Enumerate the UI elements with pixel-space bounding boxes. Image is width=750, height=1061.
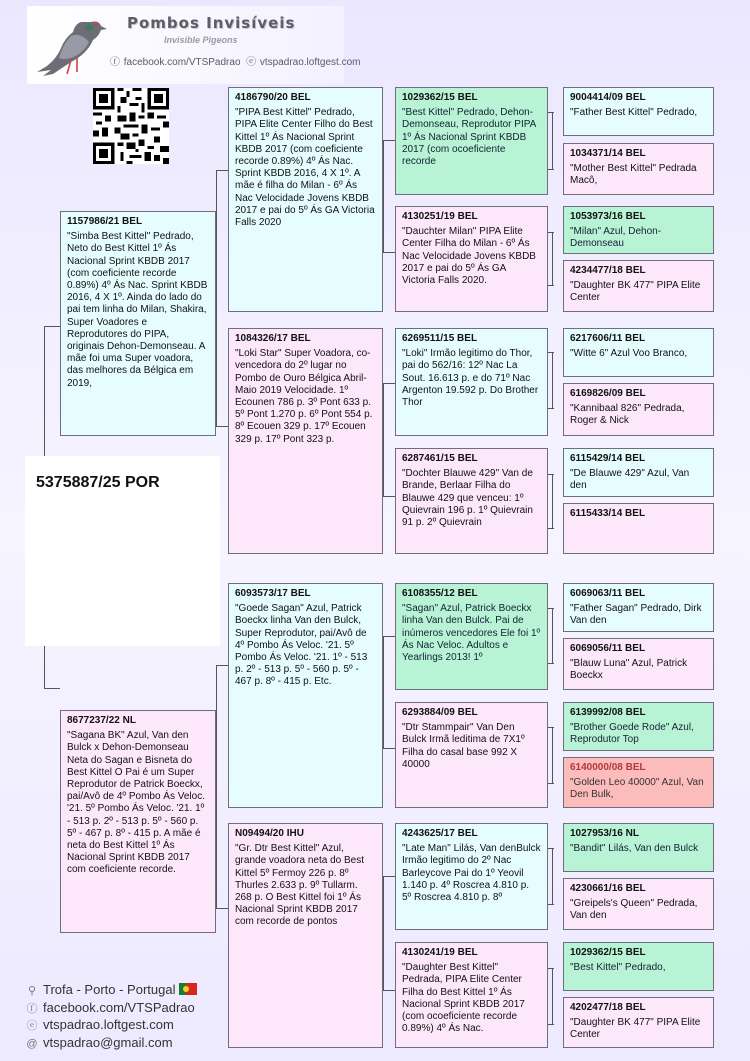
g2-desc-4: "Gr. Dtr Best Kittel" Azul, grande voadora neta do Best Kittel 5º Fermoy 226 p. 8º Thurles 2.633 p. 9º Tullarm. 268 p. O Best Kittel foi 1º Ás Nacional Sprint KBDB 2017 com recorde de pontos — [235, 843, 364, 928]
facebook-icon: ⓕ — [110, 57, 120, 68]
g3-ring-6: 6293884/09 BEL — [402, 707, 478, 718]
g4-box-3[interactable] — [563, 206, 714, 254]
dam-box[interactable] — [60, 710, 216, 933]
g4-ring-4: 4234477/18 BEL — [570, 265, 646, 276]
g4-box-10[interactable] — [563, 638, 714, 690]
g2-desc-3: "Goede Sagan" Azul, Patrick Boeckx linha Van den Bulck, Super Reprodutor, pai/Avô de 4º Pombo Ás Veloc. '21. 5º Pombo Ás Veloc. '21. 1º - 513 p. 2º - 513 p. 5º - 560 p. 5º - 467 p. 8º - 415 p. Etc. — [235, 603, 368, 688]
g4-box-12[interactable] — [563, 757, 714, 808]
g4-ring-12: 6140000/08 BEL — [570, 762, 646, 773]
g4-desc-10: "Blauw Luna" Azul, Patrick Boeckx — [570, 658, 688, 682]
email-at-icon: @ — [26, 1037, 38, 1050]
g4-box-16[interactable] — [563, 997, 714, 1048]
g4-box-2[interactable] — [563, 143, 714, 195]
g4-ring-2: 1034371/14 BEL — [570, 148, 646, 159]
g2-desc-1: "PIPA Best Kittel" Pedrado, PIPA Elite Center Filho do Best Kittel 1º Ás Nacional Sprint KBDB 2017 (com coeficiente recorde 0.89%) 4º Ás Nac. Sprint KBDB 2016, 4 X 1º. A mãe é filha do Milan - 6º Ás Nac Velocidade Jovens KBDB 2017 e pai do 5º Ás GA Victoria Falls 2020 — [235, 107, 375, 229]
g4-box-9[interactable] — [563, 583, 714, 632]
g4-box-14[interactable] — [563, 878, 714, 930]
g3-desc-8: "Daughter Best Kittel" Pedrada, PIPA Elite Center Filha do Best Kittel 1º Ás Nacional Sprint KBDB 2017 (com ocoeficiente recorde 0.89%) 4º Ás Nac. — [402, 962, 525, 1035]
g3-box-5[interactable] — [395, 583, 548, 690]
g4-desc-14: "Greipels's Queen" Pedrada, Van den — [570, 898, 698, 922]
g3-ring-5: 6108355/12 BEL — [402, 588, 478, 599]
g4-desc-9: "Father Sagan" Pedrado, Dirk Van den — [570, 603, 702, 627]
footer-email-link[interactable]: vtspadrao@gmail.com — [43, 1034, 173, 1050]
g3-box-1[interactable] — [395, 87, 548, 195]
portugal-flag-icon — [179, 983, 197, 995]
dam-ring: 8677237/22 NL — [67, 715, 136, 726]
g4-desc-2: "Mother Best Kittel" Pedrada Macô, — [570, 163, 697, 187]
g3-ring-3: 6269511/15 BEL — [402, 333, 478, 344]
g4-ring-16: 4202477/18 BEL — [570, 1002, 646, 1013]
g4-desc-15: "Best Kittel" Pedrado, — [570, 962, 666, 974]
sire-box[interactable] — [60, 211, 216, 436]
location-pin-icon: ⚲ — [27, 985, 37, 997]
g3-desc-3: "Loki" Irmão legitimo do Thor, pai do 562/16: 12º Nac La Sout. 16.613 p. e do 71º Nac Argenton 19.592 p. Do Brother Thor — [402, 348, 539, 409]
g4-ring-10: 6069056/11 BEL — [570, 643, 646, 654]
dam-desc: "Sagana BK" Azul, Van den Bulck x Dehon-Demonseau Neta do Sagan e Bisneta do Best Kittel O Pai é um Super Reprodutor de Patrick Boeckx, pai/Avô de 4º Pombo Ás Veloc. '21. 5º Pombo Ás Veloc. '21. 1º - 513 p. 2º - 513 p. 5º - 560 p. 5º - 467 p. 8º - 415 p. A mãe é neta do Best Kittel 1º Ás Nacional Sprint KBDB 2017 com coeficiente recorde. — [67, 730, 205, 876]
footer-site-link[interactable]: vtspadrao.loftgest.com — [43, 1017, 174, 1032]
g4-ring-11: 6139992/08 BEL — [570, 707, 646, 718]
g4-ring-8: 6115433/14 BEL — [570, 508, 646, 519]
brand-links — [110, 53, 360, 68]
g3-box-4[interactable] — [395, 448, 548, 554]
g2-ring-3: 6093573/17 BEL — [235, 588, 311, 599]
g4-box-4[interactable] — [563, 260, 714, 312]
g3-desc-7: "Late Man" Lilás, Van denBulck Irmão legitimo do 2º Nac Barleycove Pai do 1º Yeovil 1.140 p. 4º Roscrea 4.810 p. 5º Roscrea 4.810 p. 8º — [402, 843, 541, 904]
g2-ring-2: 1084326/17 BEL — [235, 333, 311, 344]
g3-box-3[interactable] — [395, 328, 548, 436]
g3-desc-6: "Dtr Stammpair" Van Den Bulck Irmã leditima de 7X1º Filha do casal base 992 X 40000 — [402, 722, 525, 770]
g4-ring-13: 1027953/16 NL — [570, 828, 639, 839]
brand-site-link[interactable]: vtspadrao.loftgest.com — [259, 57, 361, 68]
footer-facebook-link[interactable]: facebook.com/VTSPadrao — [43, 999, 195, 1015]
facebook-icon: ⓕ — [26, 1002, 38, 1015]
g2-box-2[interactable] — [228, 328, 383, 554]
g2-ring-1: 4186790/20 BEL — [235, 92, 311, 103]
brand-subtitle: Invisible Pigeons — [164, 35, 238, 45]
footer-location: Trofa - Porto - Portugal — [43, 982, 176, 997]
g4-desc-12: "Golden Leo 40000" Azul, Van Den Bulk, — [570, 777, 704, 801]
g2-ring-4: N09494/20 IHU — [235, 828, 304, 839]
g3-desc-2: "Dauchter Milan" PIPA Elite Center Filha do Milan - 6º Ás Nac Velocidade Jovens KBDB 2017 e pai do 5º Ás GA Victoria Falls 2020. — [402, 226, 536, 287]
g4-box-7[interactable] — [563, 448, 714, 497]
g4-box-15[interactable] — [563, 942, 714, 991]
g3-box-7[interactable] — [395, 823, 548, 930]
g4-ring-7: 6115429/14 BEL — [570, 453, 646, 464]
g2-desc-2: "Loki Star" Super Voadora, co-vencedora do 2º lugar no Pombo de Ouro Bélgica Abril-Maio 2019 Velocidade. 1º Ecounen 786 p. 3º Pont 633 p. 5º Pont 1.270 p. 6º Pont 554 p. 8º Ecouen 329 p. 17º Ecouen 329 p. 17º Pont 323 p. — [235, 348, 373, 445]
g4-box-13[interactable] — [563, 823, 714, 872]
g4-desc-4: "Daughter BK 477" PIPA Elite Center — [570, 280, 701, 304]
g3-ring-2: 4130251/19 BEL — [402, 211, 478, 222]
g3-desc-4: "Dochter Blauwe 429" Van de Brande, Berlaar Filha do Blauwe 429 que venceu: 1º Quievrain 196 p. 1º Quievrain 91 p. 2º Quievrain — [402, 468, 533, 529]
g4-desc-16: "Daughter BK 477" PIPA Elite Center — [570, 1017, 701, 1041]
g4-desc-3: "Milan" Azul, Dehon-Demonseau — [570, 226, 662, 250]
g3-box-2[interactable] — [395, 206, 548, 312]
contact-footer — [25, 982, 197, 1052]
pigeon-logo-icon — [31, 10, 109, 82]
sire-desc: "Simba Best Kittel" Pedrado, Neto do Best Kittel 1º Ás Nacional Sprint KBDB 2017 (com coeficiente recorde 0.89%) 4º Ás Nac. Sprint KBDB 2016, 4 X 1º. Ainda do lado do pai tem linha do Milan, Shakira, Super Voadores e Reprodutores do PIPA, originais Dehon-Demonseau. A mãe foi uma Super voadora, das melhores da Bélgica em 2019, — [67, 231, 208, 389]
g4-box-5[interactable] — [563, 328, 714, 377]
g4-desc-11: "Brother Goede Rode" Azul, Reprodutor Top — [570, 722, 694, 746]
g4-ring-9: 6069063/11 BEL — [570, 588, 646, 599]
g4-desc-13: "Bandit" Lilás, Van den Bulck — [570, 843, 699, 855]
g4-box-11[interactable] — [563, 702, 714, 751]
g4-desc-6: "Kannibaal 826" Pedrada, Roger & Nick — [570, 403, 685, 427]
g2-box-3[interactable] — [228, 583, 383, 808]
g4-ring-5: 6217606/11 BEL — [570, 333, 646, 344]
g4-ring-14: 4230661/16 BEL — [570, 883, 646, 894]
g4-ring-15: 1029362/15 BEL — [570, 947, 646, 958]
g4-ring-3: 1053973/16 BEL — [570, 211, 646, 222]
brand-title: Pombos Invisíveis — [127, 14, 296, 32]
g3-ring-7: 4243625/17 BEL — [402, 828, 478, 839]
g4-desc-7: "De Blauwe 429" Azul, Van den — [570, 468, 690, 492]
g4-box-1[interactable] — [563, 87, 714, 136]
website-icon: ⓔ — [26, 1020, 38, 1032]
g3-ring-4: 6287461/15 BEL — [402, 453, 478, 464]
g3-ring-8: 4130241/19 BEL — [402, 947, 478, 958]
g4-desc-1: "Father Best Kittel" Pedrado, — [570, 107, 698, 119]
g4-box-8[interactable] — [563, 503, 714, 554]
subject-ring: 5375887/25 POR — [36, 474, 160, 491]
g4-box-6[interactable] — [563, 383, 714, 436]
brand-facebook-link[interactable]: facebook.com/VTSPadrao — [123, 57, 241, 68]
g3-ring-1: 1029362/15 BEL — [402, 92, 478, 103]
g4-desc-5: "Witte 6" Azul Voo Branco, — [570, 348, 688, 360]
g3-desc-1: "Best Kittel" Pedrado, Dehon-Demonseau, Reprodutor PIPA 1º Ás Nacional Sprint KBDB 2017 (com ocoeficiente recorde — [402, 107, 536, 168]
site-e-icon: ⓔ — [246, 57, 257, 68]
g4-ring-1: 9004414/09 BEL — [570, 92, 646, 103]
g3-box-8[interactable] — [395, 942, 548, 1048]
sire-ring: 1157986/21 BEL — [67, 216, 143, 227]
g2-box-1[interactable] — [228, 87, 383, 312]
g4-ring-6: 6169826/09 BEL — [570, 388, 646, 399]
brand-banner — [27, 6, 361, 84]
g2-box-4[interactable] — [228, 823, 383, 1048]
g3-desc-5: "Sagan" Azul, Patrick Boeckx linha Van den Bulck. Pai de inúmeros vencedores Ele foi 1º Ás Nac Veloc. Adultos e Yearlings 2013! 1º — [402, 603, 541, 664]
g3-box-6[interactable] — [395, 702, 548, 808]
qr-code-icon[interactable] — [93, 88, 169, 164]
